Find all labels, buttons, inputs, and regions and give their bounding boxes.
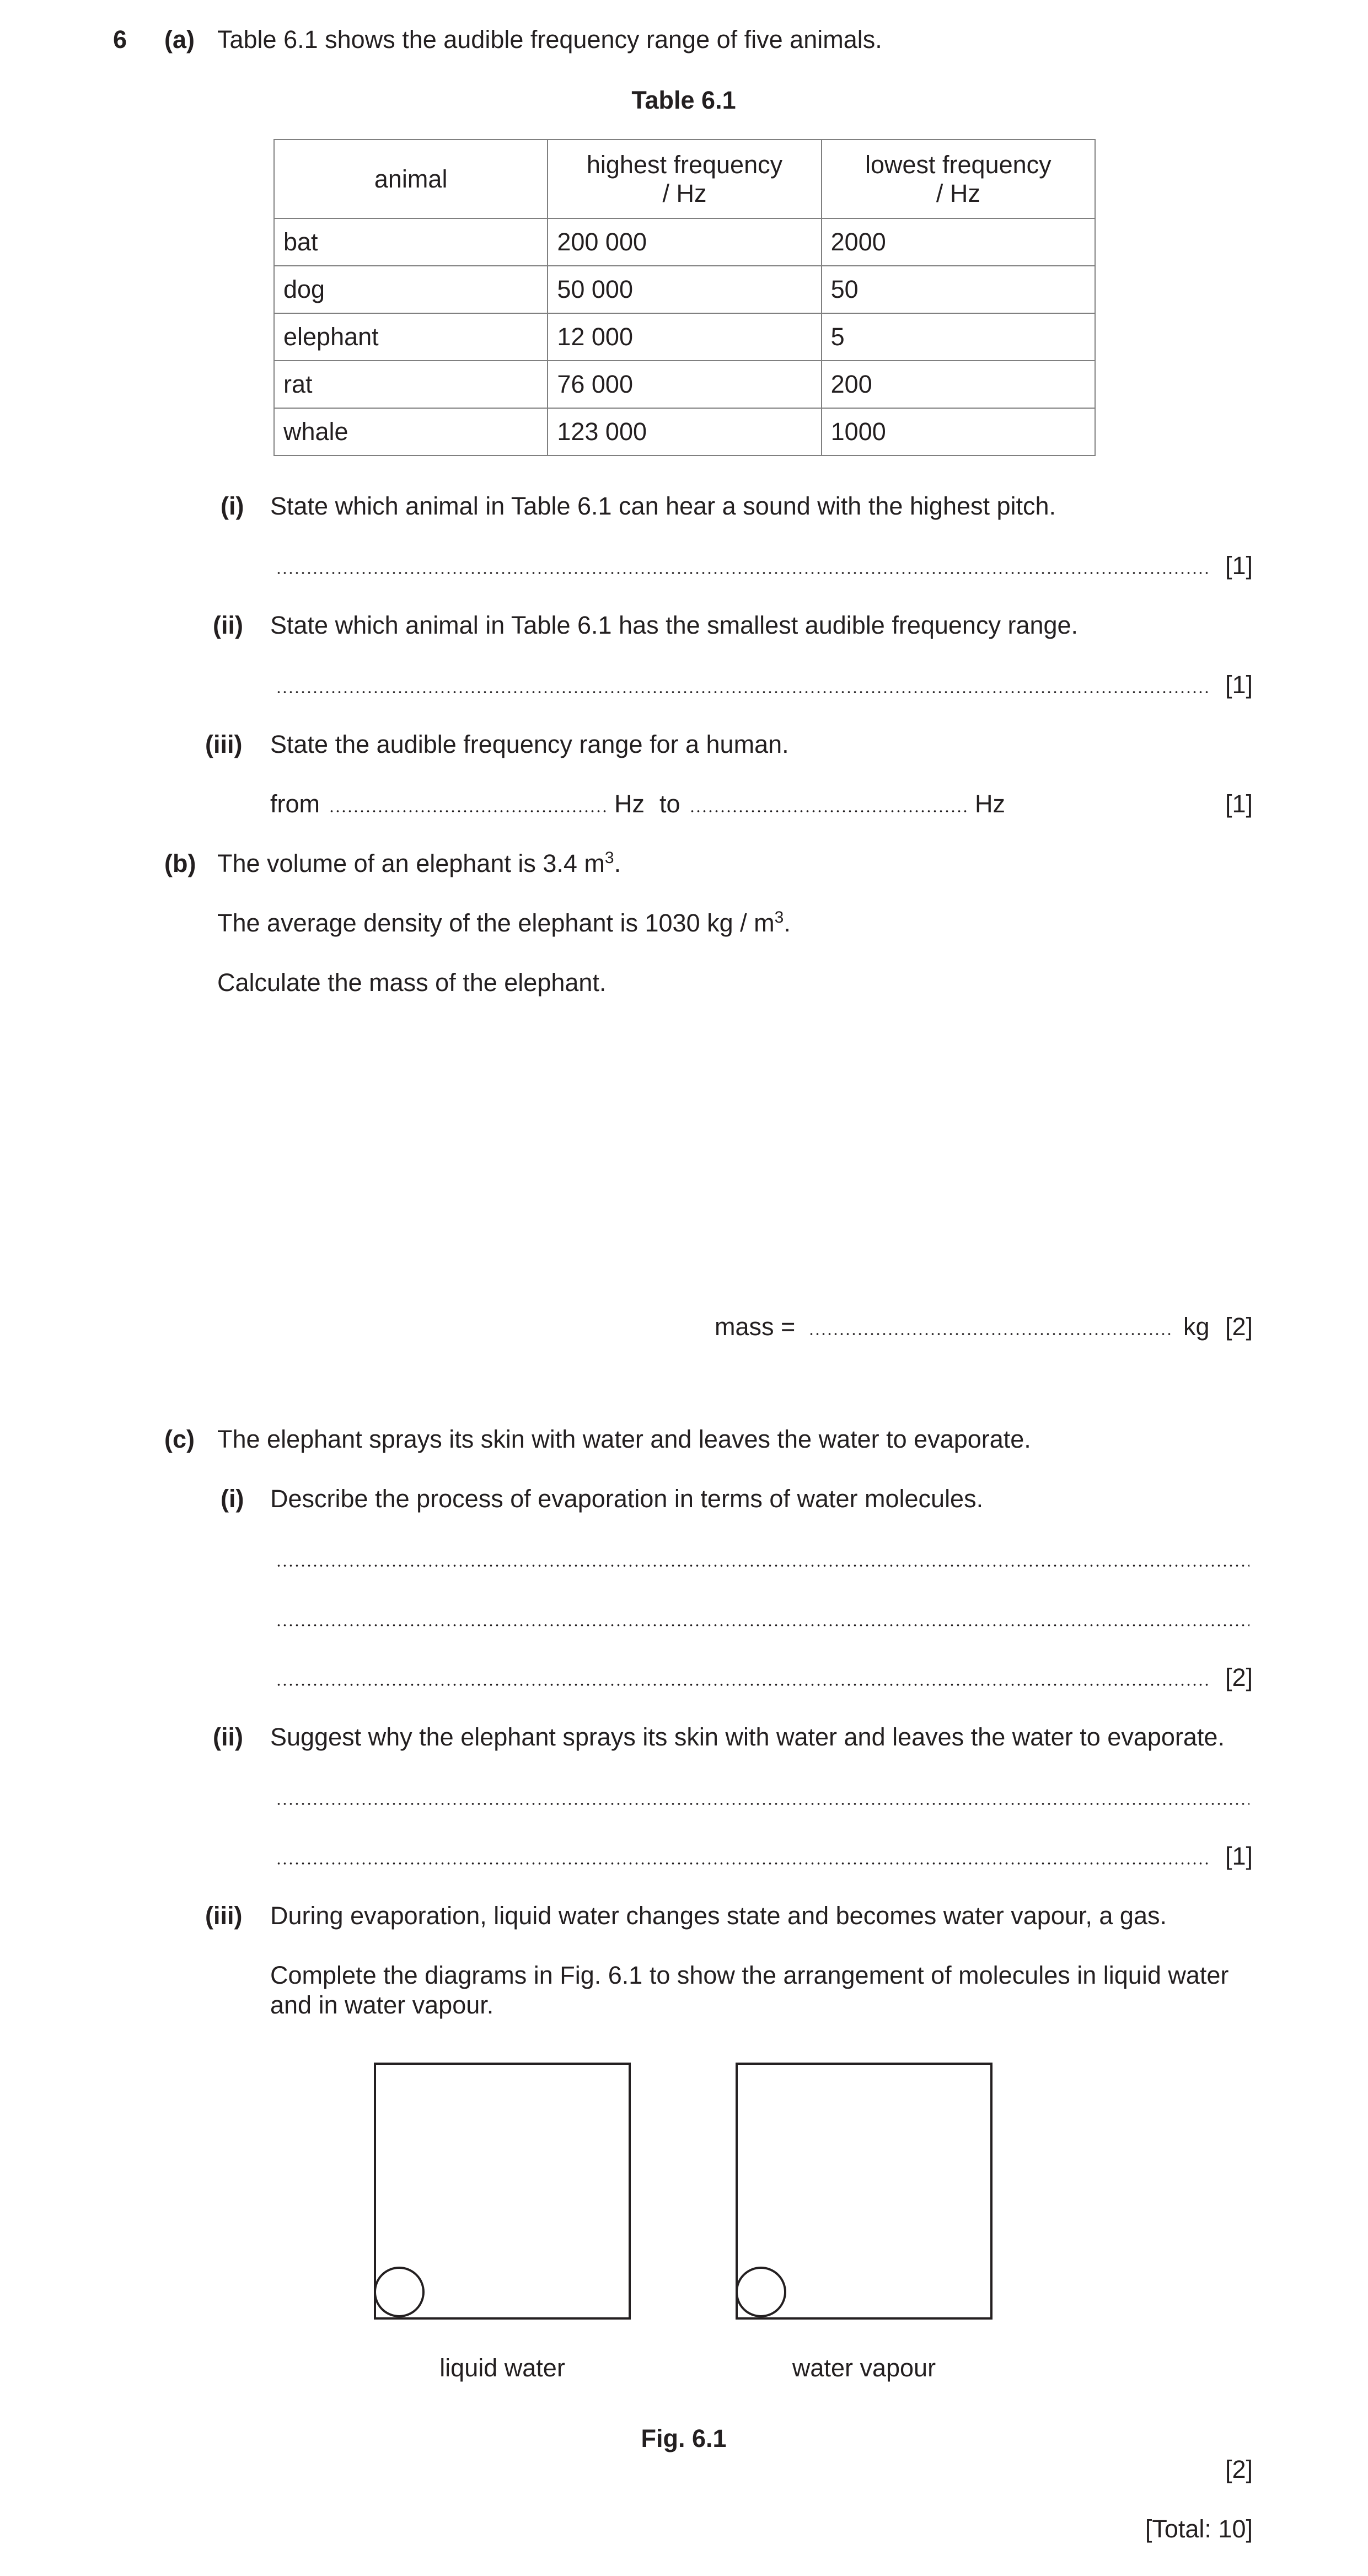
part-c-iii-instruction-2: and in water vapour. xyxy=(270,1991,494,2019)
answer-line[interactable] xyxy=(276,1624,1249,1627)
part-c-ii-question: Suggest why the elephant sprays its skin with water and leaves the water to evaporate. xyxy=(270,1723,1225,1751)
header-lowest-frequency: lowest frequency / Hz xyxy=(822,140,1095,218)
cell-highest: 50 000 xyxy=(548,266,821,313)
cell-animal: dog xyxy=(274,266,548,313)
part-a-iii-label: (iii) xyxy=(205,730,243,758)
answer-line[interactable] xyxy=(276,1683,1210,1686)
caption-water-vapour: water vapour xyxy=(792,2354,936,2382)
cell-highest: 123 000 xyxy=(548,408,821,456)
marks-c-i: [2] xyxy=(1225,1663,1253,1691)
cell-animal: elephant xyxy=(274,313,548,361)
mass-label: mass = xyxy=(715,1313,796,1341)
part-c-iii-instruction-1: Complete the diagrams in Fig. 6.1 to show the arrangement of molecules in liquid water xyxy=(270,1961,1229,1989)
marks-b: [2] xyxy=(1225,1313,1253,1341)
table-row xyxy=(274,313,1095,361)
answer-line[interactable] xyxy=(276,1802,1249,1806)
part-a-ii-label: (ii) xyxy=(213,611,243,639)
cell-animal: rat xyxy=(274,361,548,408)
marks-a-iii: [1] xyxy=(1225,790,1253,818)
answer-line[interactable] xyxy=(276,1564,1249,1567)
table-row xyxy=(274,361,1095,408)
part-a-label: (a) xyxy=(164,25,195,53)
molecule-circle xyxy=(736,2267,786,2317)
marks-c-ii: [1] xyxy=(1225,1842,1253,1870)
water-vapour-diagram-box[interactable] xyxy=(736,2063,993,2320)
header-animal: animal xyxy=(274,140,548,218)
range-unit-1: Hz xyxy=(614,790,645,818)
part-b-instruction: Calculate the mass of the elephant. xyxy=(217,968,607,997)
part-c-iii-question: During evaporation, liquid water changes state and becomes water vapour, a gas. xyxy=(270,1902,1167,1930)
answer-line[interactable] xyxy=(276,690,1210,694)
table-header-row xyxy=(274,140,1095,218)
table-row xyxy=(274,408,1095,456)
cell-lowest: 50 xyxy=(822,266,1095,313)
mass-answer-input[interactable] xyxy=(808,1332,1172,1336)
total-marks: [Total: 10] xyxy=(1145,2515,1253,2543)
molecule-circle xyxy=(374,2267,425,2317)
part-a-iii-question: State the audible frequency range for a human. xyxy=(270,730,789,758)
range-from-label: from xyxy=(270,790,320,818)
marks-a-ii: [1] xyxy=(1225,671,1253,699)
cell-lowest: 1000 xyxy=(822,408,1095,456)
table-row xyxy=(274,218,1095,266)
part-c-iii-label: (iii) xyxy=(205,1902,243,1930)
part-c-ii-label: (ii) xyxy=(213,1723,243,1751)
question-number: 6 xyxy=(113,25,127,53)
marks-c-iii: [2] xyxy=(1225,2455,1253,2483)
part-a-i-question: State which animal in Table 6.1 can hear a sound with the highest pitch. xyxy=(270,492,1056,520)
marks-a-i: [1] xyxy=(1225,551,1253,580)
cell-lowest: 5 xyxy=(822,313,1095,361)
cell-lowest: 200 xyxy=(822,361,1095,408)
cell-lowest: 2000 xyxy=(822,218,1095,266)
mass-unit: kg xyxy=(1183,1313,1210,1341)
part-a-intro: Table 6.1 shows the audible frequency range of five animals. xyxy=(217,25,882,53)
range-unit-2: Hz xyxy=(975,790,1005,818)
cell-animal: whale xyxy=(274,408,548,456)
figure-title: Fig. 6.1 xyxy=(641,2424,727,2452)
part-a-ii-question: State which animal in Table 6.1 has the smallest audible frequency range. xyxy=(270,611,1079,639)
range-to-label: to xyxy=(659,790,680,818)
liquid-water-diagram-box[interactable] xyxy=(374,2063,631,2320)
range-from-input[interactable] xyxy=(329,810,609,813)
part-b-label: (b) xyxy=(164,849,196,877)
cell-highest: 12 000 xyxy=(548,313,821,361)
answer-line[interactable] xyxy=(276,1862,1210,1865)
part-c-i-question: Describe the process of evaporation in terms of water molecules. xyxy=(270,1485,984,1513)
range-to-input[interactable] xyxy=(689,810,969,813)
header-highest-frequency: highest frequency / Hz xyxy=(548,140,821,218)
answer-line[interactable] xyxy=(276,571,1210,575)
cell-highest: 200 000 xyxy=(548,218,821,266)
part-c-i-label: (i) xyxy=(221,1485,244,1513)
part-c-intro: The elephant sprays its skin with water and leaves the water to evaporate. xyxy=(217,1425,1031,1453)
part-a-i-label: (i) xyxy=(221,492,244,520)
cell-animal: bat xyxy=(274,218,548,266)
cell-highest: 76 000 xyxy=(548,361,821,408)
part-c-label: (c) xyxy=(164,1425,195,1453)
frequency-table xyxy=(273,139,1096,456)
table-row xyxy=(274,266,1095,313)
part-b-volume: The volume of an elephant is 3.4 $m^3$. xyxy=(217,849,621,877)
part-b-density: The average density of the elephant is 1030 kg / $m^3$. xyxy=(217,908,791,937)
caption-liquid-water: liquid water xyxy=(439,2354,565,2382)
table-title: Table 6.1 xyxy=(631,86,736,114)
